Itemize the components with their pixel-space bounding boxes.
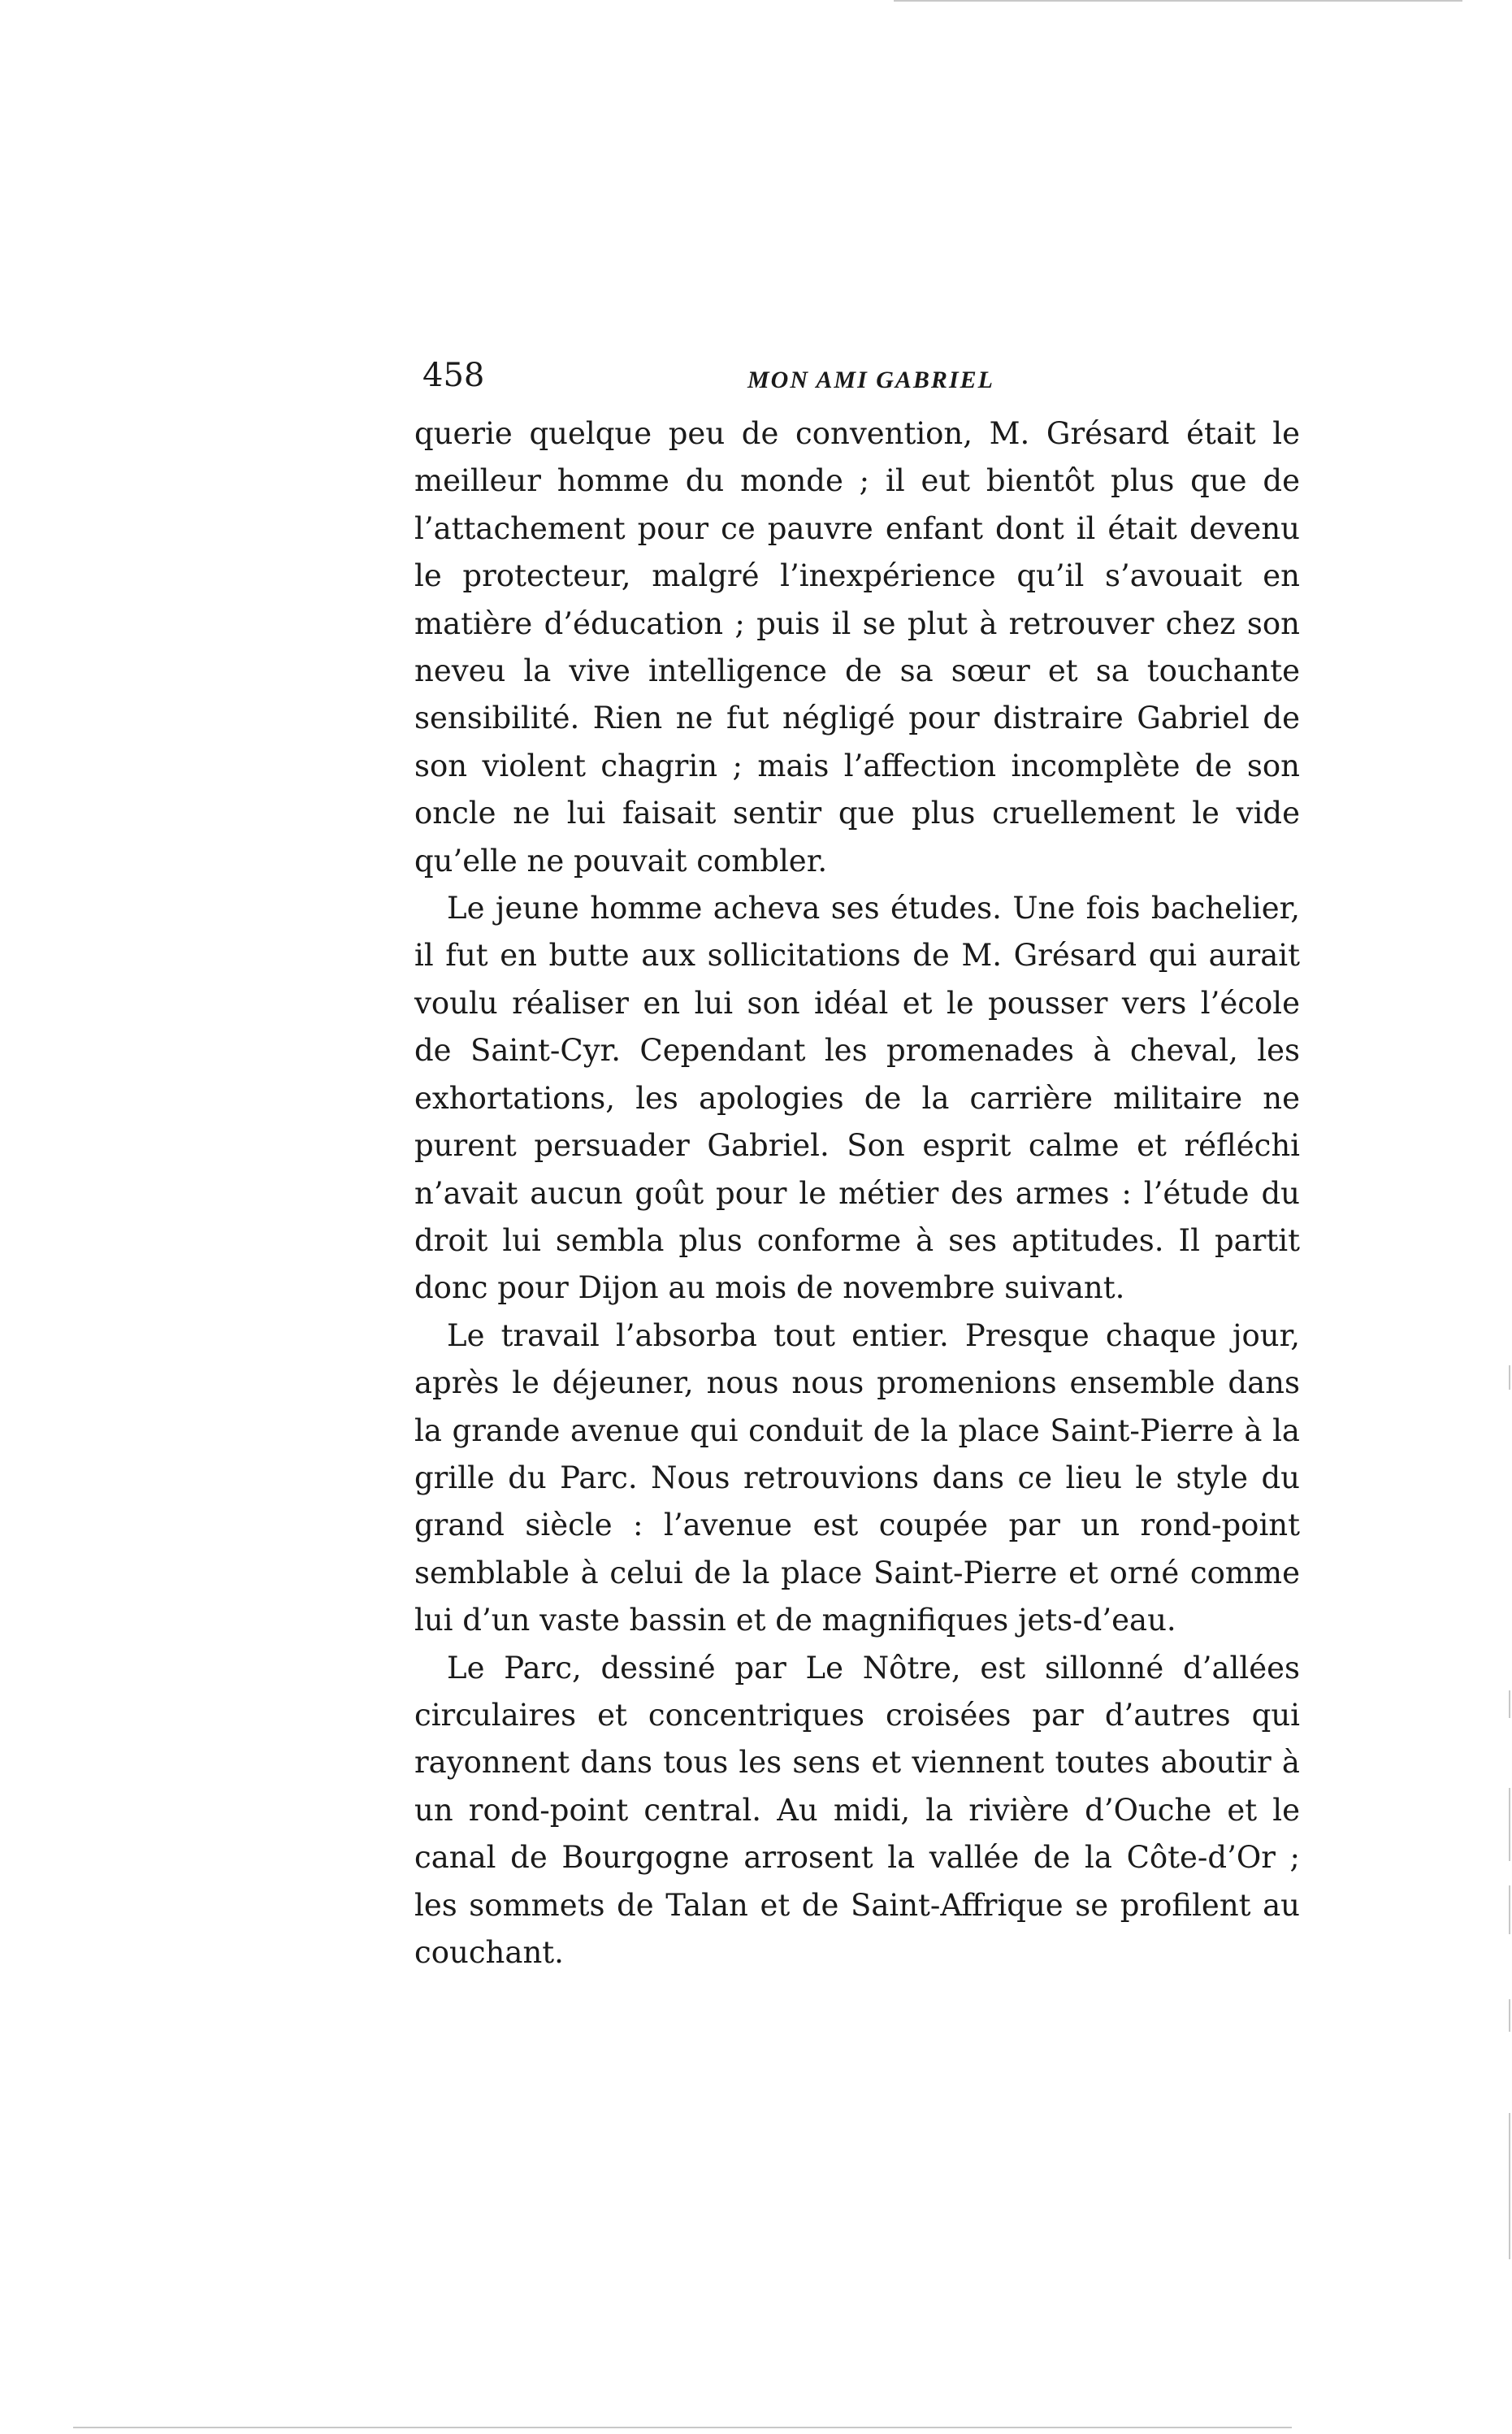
- scan-mark-right-6: [1509, 2113, 1510, 2259]
- body-text: [414, 410, 1300, 1976]
- scan-mark-top: [894, 0, 1462, 2]
- page-header: [422, 351, 1292, 400]
- paragraph-2: Le jeune homme acheva ses études. Une fois bachelier, il fut en butte aux sollicitations de M. Grésard qui aurait voulu réaliser en lui son idéal et le pousser vers l’école de Saint-Cyr. Cependant les promenades à cheval, les exhortations, les apologies de la carrière militaire ne purent persuader Gabriel. Son esprit calme et réfléchi n’avait aucun goût pour le métier des armes : l’étude du droit lui sembla plus conforme à ses aptitudes. Il partit donc pour Dijon au mois de novembre suivant.: [414, 891, 1300, 1306]
- page-number: 458: [422, 357, 485, 394]
- running-title: MON AMI GABRIEL: [747, 367, 994, 393]
- scan-mark-right-5: [1509, 1999, 1510, 2032]
- paragraph-3: Le travail l’absorba tout entier. Presque chaque jour, après le déjeuner, nous nous promenions ensemble dans la grande avenue qui conduit de la place Saint-Pierre à la grille du Parc. Nous retrouvions dans ce lieu le style du grand siècle : l’avenue est coupée par un rond-point semblable à celui de la place Saint-Pierre et orné comme lui d’un vaste bassin et de magnifiques jets-d’eau.: [414, 1317, 1300, 1638]
- scan-mark-bottom: [73, 2427, 1292, 2428]
- paragraph-4: Le Parc, dessiné par Le Nôtre, est sillonné d’allées circulaires et concentriques croisées par d’autres qui rayonnent dans tous les sens et viennent toutes aboutir à un rond-point central. Au midi, la rivière d’Ouche et le canal de Bourgogne arrosent la vallée de la Côte-d’Or ; les sommets de Talan et de Saint-Affrique se profilent au couchant.: [414, 1650, 1300, 1970]
- scan-mark-right-1: [1509, 1365, 1510, 1390]
- paragraph-1: querie quelque peu de convention, M. Grésard était le meilleur homme du monde ; il eut bientôt plus que de l’attachement pour ce pauvre enfant dont il était devenu le protecteur, malgré l’inexpérience qu’il s’avouait en matière d’éducation ; puis il se plut à retrouver chez son neveu la vive intelligence de sa sœur et sa touchante sensibilité. Rien ne fut négligé pour distraire Gabriel de son violent chagrin ; mais l’affection incomplète de son oncle ne lui faisait sentir que plus cruellement le vide qu’elle ne pouvait combler.: [414, 416, 1300, 879]
- scan-mark-right-4: [1509, 1885, 1510, 1934]
- scan-mark-right-2: [1509, 1690, 1510, 1718]
- scan-mark-right-3: [1509, 1788, 1510, 1861]
